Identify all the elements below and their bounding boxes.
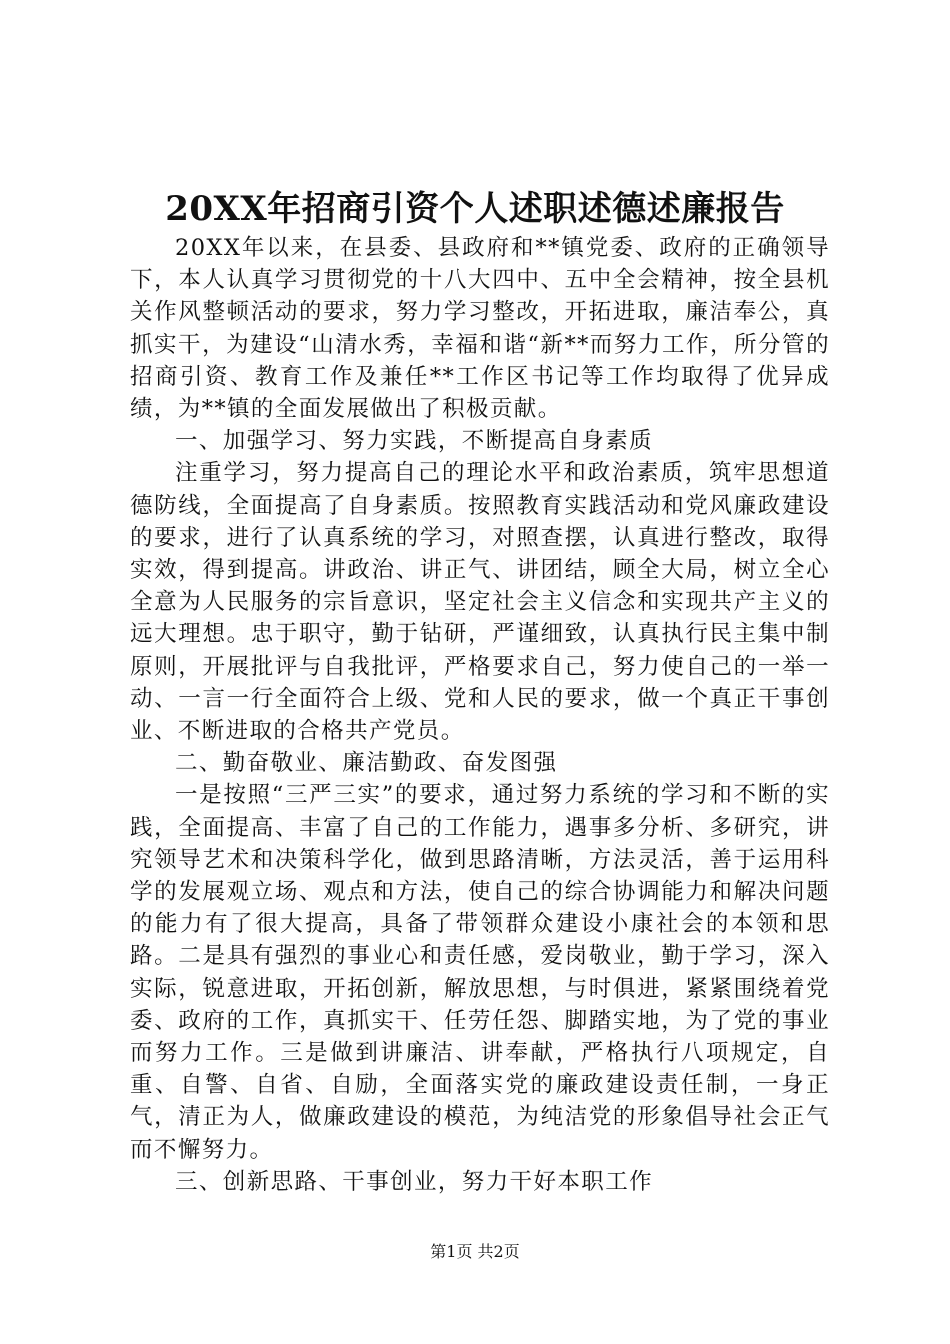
page-number-footer: 第1页 共2页 [430,1242,520,1261]
section-heading-3: 三、创新思路、干事创业，努力干好本职工作 [175,1168,654,1195]
paragraph-intro: 20XX年以来，在县委、县政府和**镇党委、政府的正确领导下，本人认真学习贯彻党的十八大四中、五中全会精神，按全县机关作风整顿活动的要求，努力学习整改，开拓进取，廉洁奉公，真抓实干，为建设“山清水秀，幸福和谐“新**而努力工作，所分管的招商引资、教育工作及兼任**工作区书记等工作均取得了优异成绩，为**镇的全面发展做出了积极贡献。 [130,235,830,423]
document-title: 20XX年招商引资个人述职述德述廉报告 [165,189,785,229]
section-heading-1: 一、加强学习、努力实践，不断提高自身素质 [175,428,654,455]
paragraph-section-2: 一是按照“三严三实”的要求，通过努力系统的学习和不断的实践，全面提高、丰富了自己的工作能力，遇事多分析、多研究，讲究领导艺术和决策科学化，做到思路清晰，方法灵活，善于运用科学的发展观立场、观点和方法，使自己的综合协调能力和解决问题的能力有了很大提高，具备了带领群众建设小康社会的本领和思路。二是具有强烈的事业心和责任感，爱岗敬业，勤于学习，深入实际，锐意进取，开拓创新，解放思想，与时俱进，紧紧围绕着党委、政府的工作，真抓实干、任劳任怨、脚踏实地，为了党的事业而努力工作。三是做到讲廉洁、讲奉献，严格执行八项规定，自重、自警、自省、自励，全面落实党的廉政建设责任制，一身正气，清正为人，做廉政建设的模范，为纯洁党的形象倡导社会正气而不懈努力。 [130,782,830,1163]
document-body [130,232,830,1198]
paragraph-section-1: 注重学习，努力提高自己的理论水平和政治素质，筑牢思想道德防线，全面提高了自身素质。按照教育实践活动和党风廉政建设的要求，进行了认真系统的学习，对照查摆，认真进行整改，取得实效，得到提高。讲政治、讲正气、讲团结，顾全大局，树立全心全意为人民服务的宗旨意识，坚定社会主义信念和实现共产主义的远大理想。忠于职守，勤于钻研，严谨细致，认真执行民主集中制原则，开展批评与自我批评，严格要求自己，努力使自己的一举一动、一言一行全面符合上级、党和人民的要求，做一个真正干事创业、不断进取的合格共产党员。 [130,460,830,745]
section-heading-2: 二、勤奋敬业、廉洁勤政、奋发图强 [175,750,558,777]
